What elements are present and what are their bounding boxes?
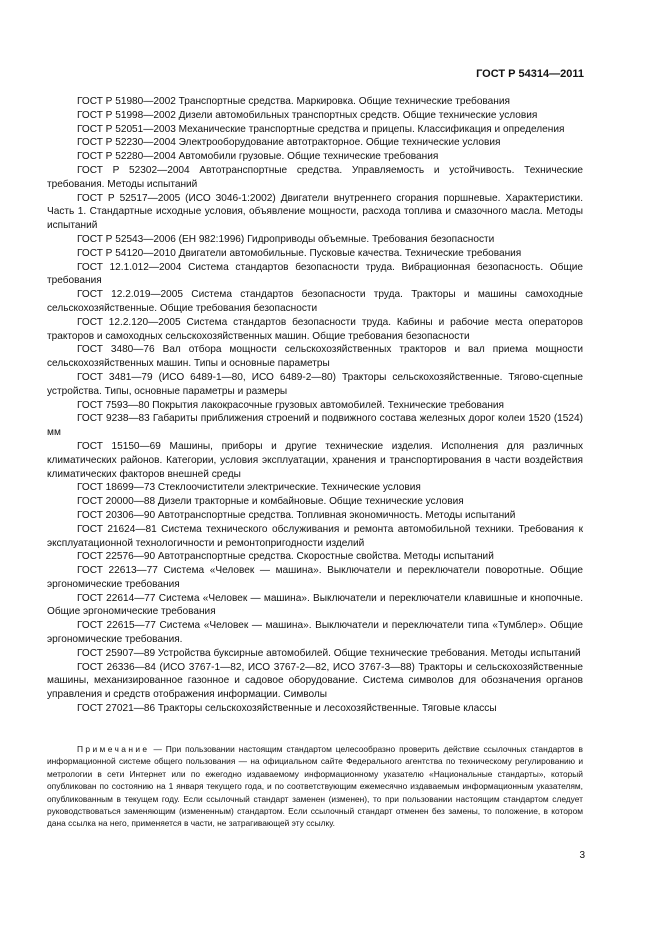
document-header: ГОСТ Р 54314—2011 bbox=[476, 68, 584, 80]
reference-item: ГОСТ Р 52051—2003 Механические транспортные средства и прицепы. Классификация и определения bbox=[77, 123, 565, 135]
reference-item: ГОСТ 22615—77 Система «Человек — машина». Выключатели и переключатели типа «Тумблер». Общие эргономические требования. bbox=[47, 620, 583, 646]
reference-item: ГОСТ 27021—86 Тракторы сельскохозяйственные и лесохозяйственные. Тяговые классы bbox=[77, 703, 497, 715]
reference-item: ГОСТ 9238—83 Габариты приближения строений и подвижного состава железных дорог колеи 1520 (1524) мм bbox=[47, 413, 583, 439]
reference-item: ГОСТ Р 54120—2010 Двигатели автомобильные. Пусковые качества. Технические требования bbox=[77, 247, 522, 259]
reference-item: ГОСТ Р 51998—2002 Дизели автомобильных транспортных средств. Общие технические условия bbox=[77, 109, 538, 121]
reference-item: ГОСТ 25907—89 Устройства буксирные автомобилей. Общие технические требования. Методы испытаний bbox=[77, 647, 581, 659]
page-number: 3 bbox=[579, 850, 585, 861]
reference-item: ГОСТ Р 51980—2002 Транспортные средства. Маркировка. Общие технические требования bbox=[77, 96, 510, 107]
reference-item: ГОСТ 18699—73 Стеклоочистители электрические. Технические условия bbox=[77, 482, 421, 494]
reference-item: ГОСТ 26336—84 (ИСО 3767-1—82, ИСО 3767-2—82, ИСО 3767-3—88) Тракторы и сельскохозяйственные машины, механизированное газонное и садовое оборудование. Система символов для обозначения органов управления и средств отображения информации. Символы bbox=[47, 661, 583, 701]
note-label: Примечание bbox=[77, 744, 150, 754]
reference-item: ГОСТ 3481—79 (ИСО 6489-1—80, ИСО 6489-2—80) Тракторы сельскохозяйственные. Тягово-сцепные устройства. Типы, основные параметры и размеры bbox=[47, 371, 583, 397]
reference-item: ГОСТ 22614—77 Система «Человек — машина». Выключатели и переключатели клавишные и кнопочные. Общие эргономические требования bbox=[47, 592, 583, 618]
reference-item: ГОСТ 7593—80 Покрытия лакокрасочные грузовых автомобилей. Технические требования bbox=[77, 399, 505, 411]
reference-item: ГОСТ Р 52280—2004 Автомобили грузовые. Общие технические требования bbox=[77, 151, 439, 163]
reference-item: ГОСТ 20306—90 Автотранспортные средства. Топливная экономичность. Методы испытаний bbox=[77, 509, 516, 521]
reference-item: ГОСТ 21624—81 Система технического обслуживания и ремонта автомобильной техники. Требования к эксплуатационной технологичности и ремонтопригодности изделий bbox=[47, 523, 583, 549]
reference-item: ГОСТ 12.2.019—2005 Система стандартов безопасности труда. Тракторы и машины самоходные сельскохозяйственные. Общие требования безопасности bbox=[47, 289, 583, 314]
reference-item: ГОСТ 12.1.012—2004 Система стандартов безопасности труда. Вибрационная безопасность. Общие требования bbox=[47, 261, 583, 287]
note-block bbox=[47, 743, 583, 830]
reference-item: ГОСТ 20000—88 Дизели тракторные и комбайновые. Общие технические условия bbox=[77, 496, 464, 508]
reference-item: ГОСТ 22613—77 Система «Человек — машина». Выключатели и переключатели поворотные. Общие эргономические требования bbox=[47, 565, 583, 590]
reference-item: ГОСТ Р 52230—2004 Электрооборудование автотракторное. Общие технические условия bbox=[77, 137, 501, 149]
reference-item: ГОСТ Р 52517—2005 (ИСО 3046-1:2002) Двигатели внутреннего сгорания поршневые. Характеристики. Часть 1. Стандартные исходные условия, объявление мощности, расхода топлива и смазочного масла. Методы испытаний bbox=[47, 192, 583, 232]
reference-item: ГОСТ 3480—76 Вал отбора мощности сельскохозяйственных тракторов и вал приема мощности сельскохозяйственных машин. Типы и основные параметры bbox=[47, 344, 583, 370]
reference-item: ГОСТ 22576—90 Автотранспортные средства. Скоростные свойства. Методы испытаний bbox=[77, 551, 494, 563]
note-text: — При пользовании настоящим стандартом целесообразно проверить действие ссылочных стандартов в информационной системе общего пользования — на официальном сайте Федерального агентства по техническому регулированию и метрологии в сети Интернет или по ежегодно издаваемому информационному указателю «Национальные стандарты», который опубликован по состоянию на 1 января текущего года, и по соответствующим ежемесячно издаваемым информационным указателям, опубликованным в текущем году. Если ссылочный стандарт заменен (изменен), то при пользовании настоящим стандартом следует руководствоваться заменяющим (измененным) стандартом. Если ссылочный стандарт отменен без замены, то положение, в котором дана ссылка на него, применяется в части, не затрагивающей эту ссылку. bbox=[47, 744, 583, 829]
normative-references-list bbox=[47, 95, 583, 716]
reference-item: ГОСТ Р 52302—2004 Автотранспортные средства. Управляемость и устойчивость. Технические требования. Методы испытаний bbox=[47, 164, 583, 190]
note-paragraph bbox=[47, 743, 583, 830]
reference-item: ГОСТ 15150—69 Машины, приборы и другие технические изделия. Исполнения для различных климатических районов. Категории, условия эксплуатации, хранения и транспортирования в части воздействия климатических факторов внешней среды bbox=[47, 440, 583, 480]
reference-item: ГОСТ Р 52543—2006 (ЕН 982:1996) Гидроприводы объемные. Требования безопасности bbox=[77, 233, 495, 245]
reference-item: ГОСТ 12.2.120—2005 Система стандартов безопасности труда. Кабины и рабочие места операторов тракторов и самоходных сельскохозяйственных машин. Общие требования безопасности bbox=[47, 316, 583, 342]
